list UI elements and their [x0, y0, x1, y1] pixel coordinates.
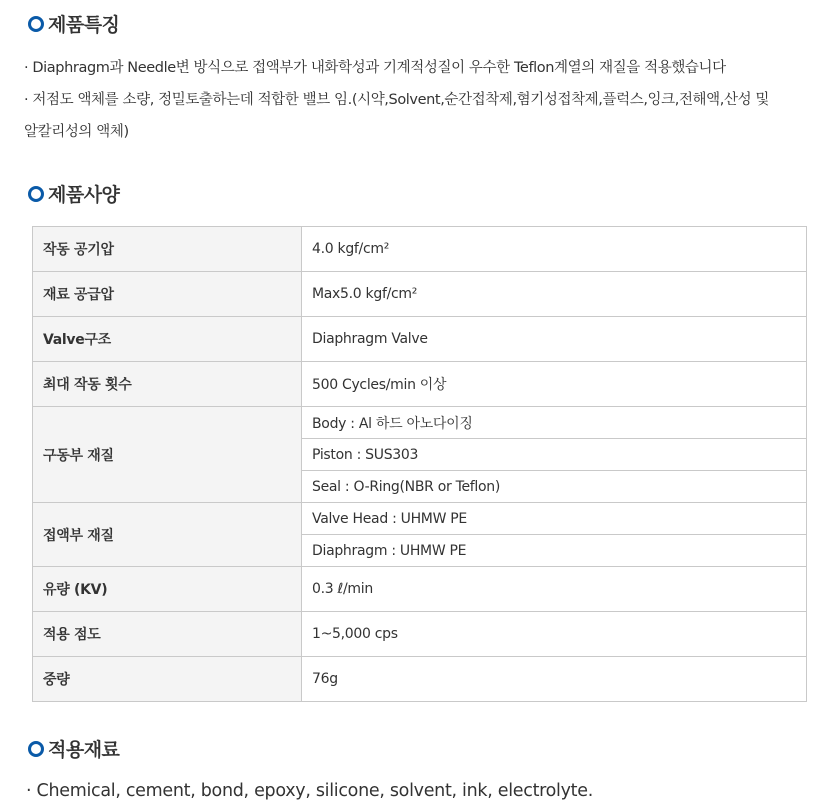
spec-value: Diaphragm : UHMW PE [302, 535, 807, 567]
table-row [33, 227, 807, 272]
spec-value: 1~5,000 cps [302, 612, 807, 657]
feature-line: · 저점도 액체를 소량, 정밀토출하는데 적합한 밸브 임.(시약,Solvent,순간접착제,혐기성접착제,플럭스,잉크,전해액,산성 및 [24, 92, 770, 108]
spec-table [32, 226, 807, 702]
spec-label: 유량 (KV) [33, 567, 302, 612]
spec-label: Valve구조 [33, 317, 302, 362]
table-row [33, 272, 807, 317]
spec-value: Body : Al 하드 아노다이징 [302, 407, 807, 439]
spec-label: 중량 [33, 657, 302, 702]
materials-text: · Chemical, cement, bond, epoxy, silicone, solvent, ink, electrolyte. [26, 781, 593, 801]
features-title: 제품특징 [48, 14, 120, 36]
spec-value: Max5.0 kgf/cm² [302, 272, 807, 317]
spec-label: 접액부 재질 [33, 503, 302, 567]
spec-label: 재료 공급압 [33, 272, 302, 317]
circle-bullet-icon [28, 741, 44, 757]
spec-label: 적용 점도 [33, 612, 302, 657]
table-row [33, 317, 807, 362]
table-row [33, 407, 807, 439]
spec-value: Valve Head : UHMW PE [302, 503, 807, 535]
table-row [33, 503, 807, 535]
table-row [33, 362, 807, 407]
table-row [33, 612, 807, 657]
spec-value: 0.3 ℓ/min [302, 567, 807, 612]
spec-value: 76g [302, 657, 807, 702]
spec-value: 4.0 kgf/cm² [302, 227, 807, 272]
spec-value: 500 Cycles/min 이상 [302, 362, 807, 407]
table-row [33, 567, 807, 612]
spec-label: 최대 작동 횟수 [33, 362, 302, 407]
feature-line: 알칼리성의 액체) [24, 124, 129, 140]
specs-heading [28, 180, 119, 207]
circle-bullet-icon [28, 16, 44, 32]
spec-value: Piston : SUS303 [302, 439, 807, 471]
spec-label: 작동 공기압 [33, 227, 302, 272]
materials-title: 적용재료 [48, 739, 120, 761]
features-heading [28, 10, 119, 37]
materials-heading [28, 735, 119, 762]
spec-value: Diaphragm Valve [302, 317, 807, 362]
circle-bullet-icon [28, 186, 44, 202]
features-text [24, 52, 814, 148]
specs-title: 제품사양 [48, 184, 120, 206]
table-row [33, 657, 807, 702]
feature-line: · Diaphragm과 Needle변 방식으로 접액부가 내화학성과 기계적성질이 우수한 Teflon계열의 재질을 적용했습니다 [24, 60, 726, 76]
spec-label: 구동부 재질 [33, 407, 302, 503]
spec-value: Seal : O-Ring(NBR or Teflon) [302, 471, 807, 503]
